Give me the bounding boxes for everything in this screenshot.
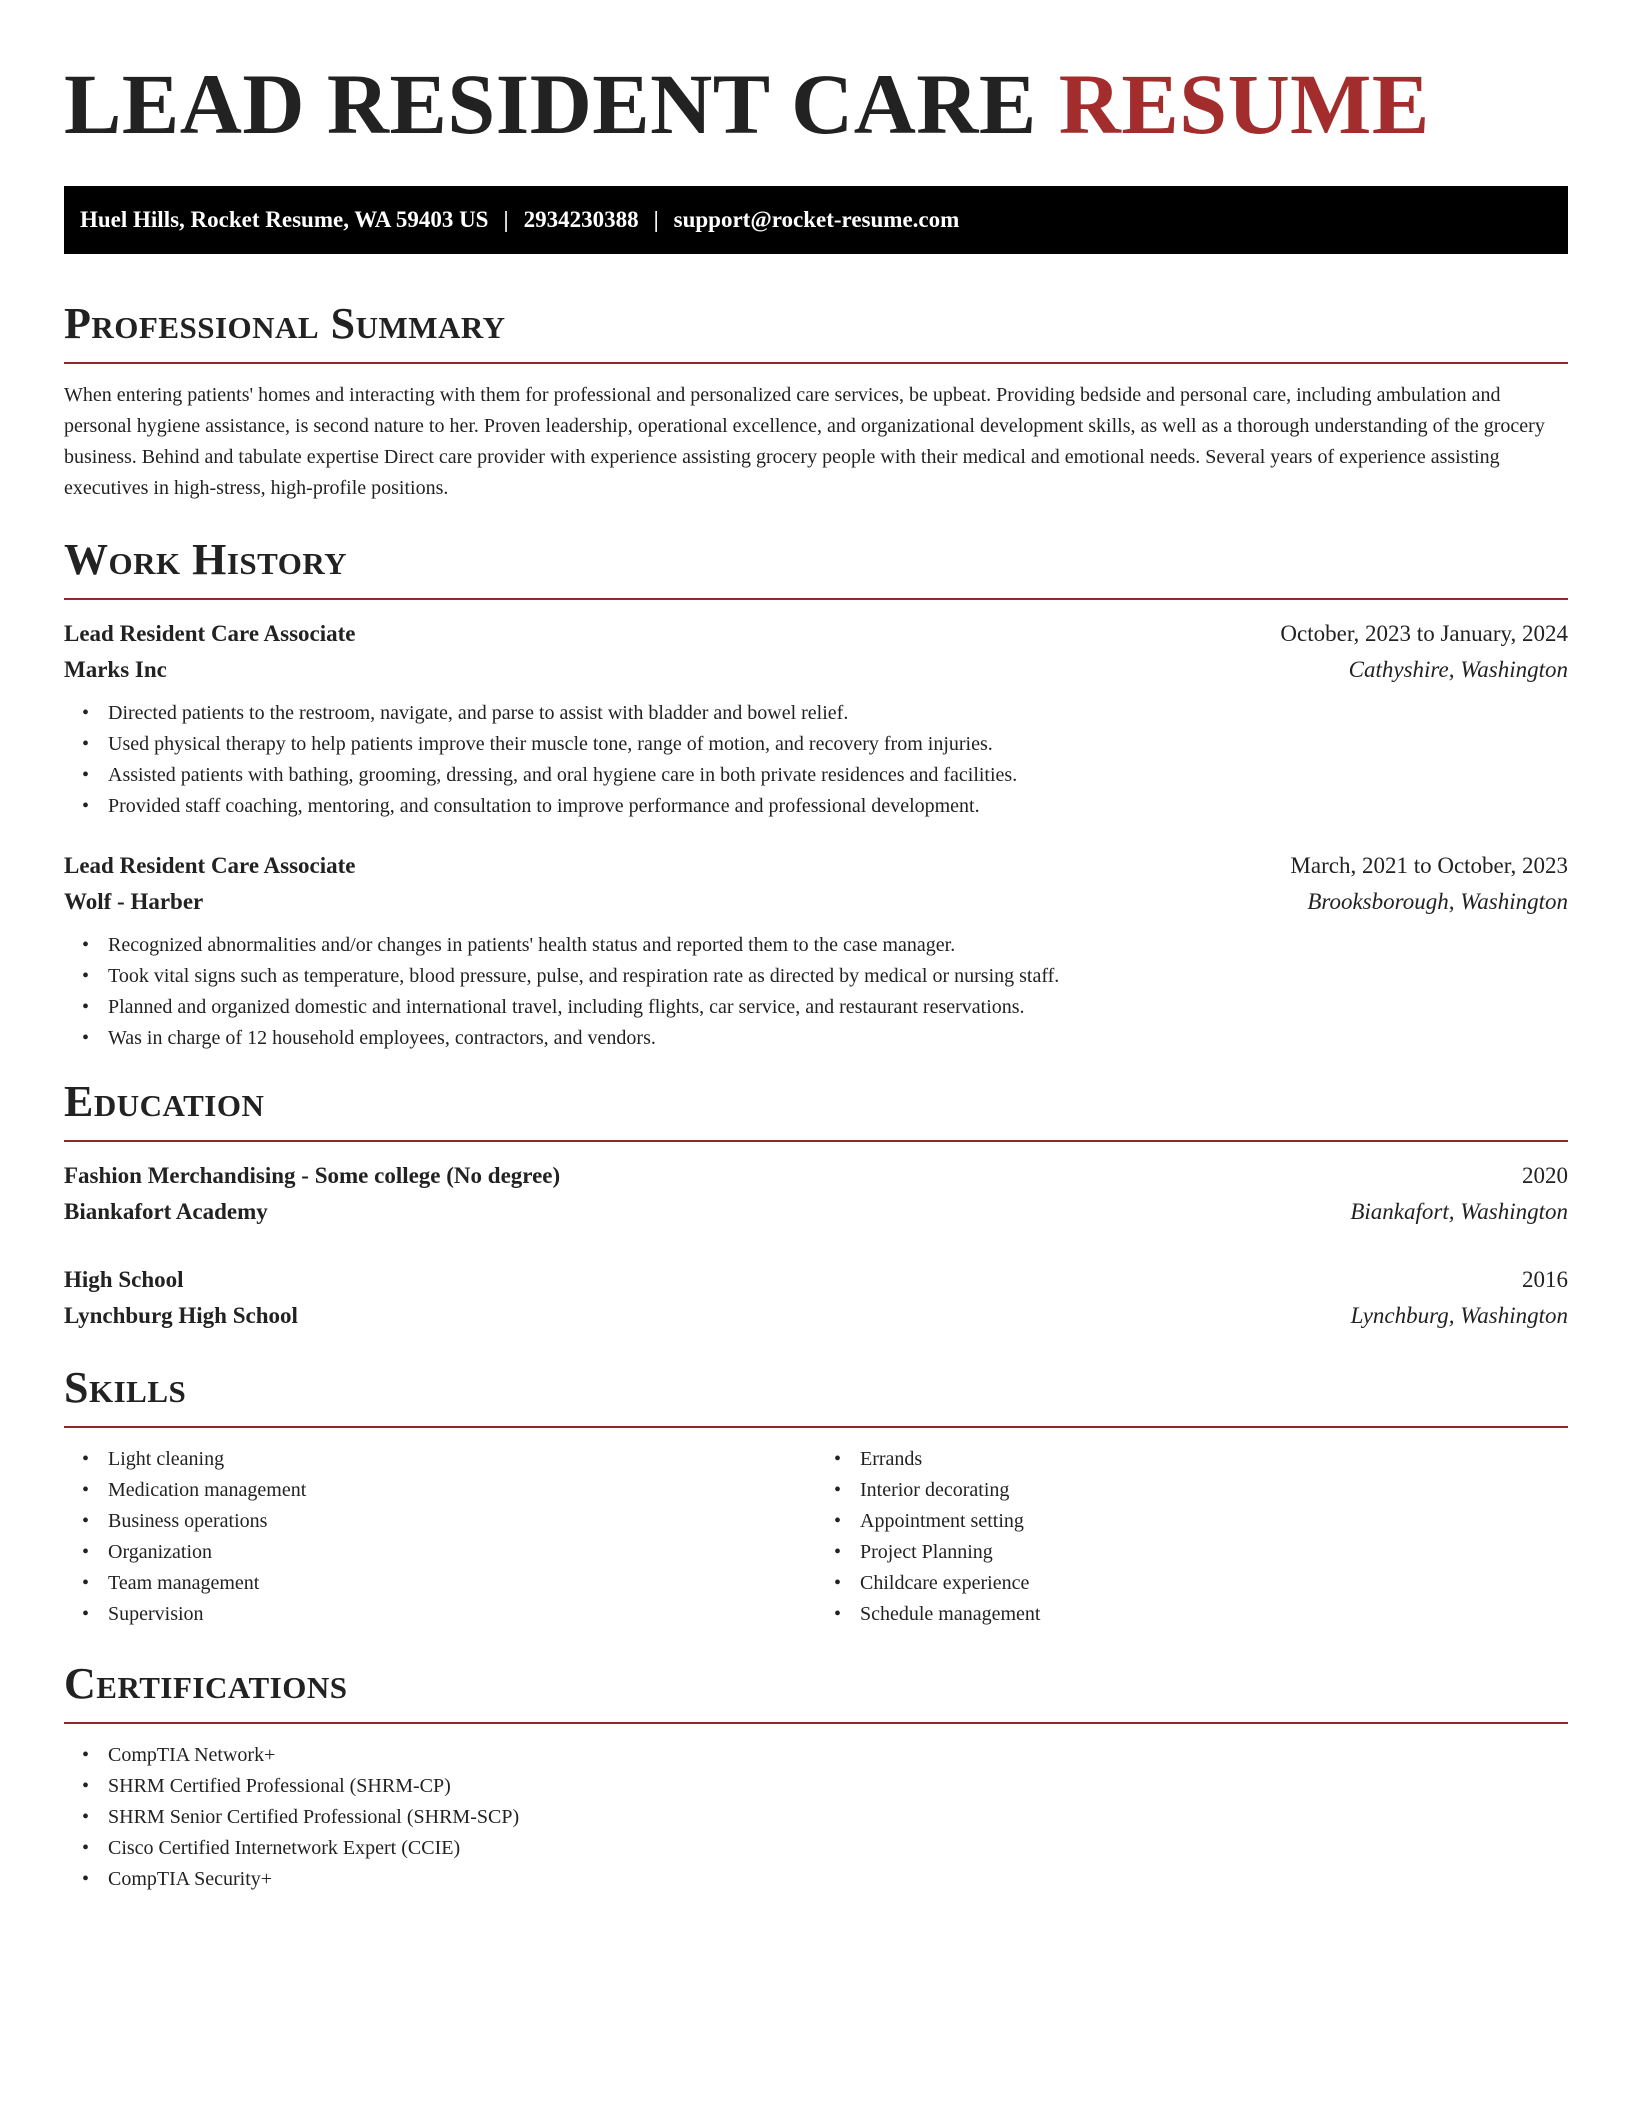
skills-column-right bbox=[816, 1444, 1568, 1630]
contact-address: Huel Hills, Rocket Resume, WA 59403 US bbox=[80, 207, 489, 232]
education-location: Biankafort, Washington bbox=[1350, 1199, 1568, 1224]
education-location: Lynchburg, Washington bbox=[1350, 1303, 1568, 1328]
job-duties-list bbox=[64, 698, 1568, 822]
education-degree: High School bbox=[64, 1267, 184, 1292]
job-entry bbox=[64, 848, 1568, 1054]
skills-list bbox=[816, 1444, 1568, 1630]
skill-item: • Interior decorating bbox=[860, 1475, 1568, 1506]
section-heading: Certifications bbox=[64, 1659, 348, 1708]
summary-text: When entering patients' homes and interacting with them for professional and personalized care services, be upbeat. Providing bedside and personal care, including ambulation and personal hygiene assistance, is second nature to her. Proven leadership, operational excellence, and organizational development skills, as well as a thorough understanding of the grocery business. Behind and tabulate expertise Direct care provider with experience assisting grocery people with their medical and emotional needs. Several years of experience assisting executives in high-stress, high-profile positions. bbox=[64, 384, 1545, 499]
section-divider bbox=[64, 1140, 1568, 1142]
job-header-row bbox=[64, 848, 1568, 884]
skill-item: • Childcare experience bbox=[860, 1568, 1568, 1599]
list-item: • Used physical therapy to help patients improve their muscle tone, range of motion, and recovery from injuries. bbox=[108, 729, 1568, 760]
skill-item: • Business operations bbox=[108, 1506, 816, 1537]
list-item: • Provided staff coaching, mentoring, and consultation to improve performance and professional development. bbox=[108, 791, 1568, 822]
education-school-row bbox=[64, 1194, 1568, 1230]
skill-item: • Team management bbox=[108, 1568, 816, 1599]
resume-title bbox=[64, 56, 1568, 152]
education-entry bbox=[64, 1262, 1568, 1334]
title-accent: RESUME bbox=[1058, 56, 1430, 152]
skill-item: • Project Planning bbox=[860, 1537, 1568, 1568]
certification-item: • SHRM Senior Certified Professional (SHRM-SCP) bbox=[108, 1802, 1568, 1833]
job-company: Wolf - Harber bbox=[64, 889, 204, 914]
skills-section bbox=[64, 1362, 1568, 1630]
title-main: LEAD RESIDENT CARE bbox=[64, 56, 1037, 152]
contact-phone: 2934230388 bbox=[523, 207, 639, 232]
job-duties-list bbox=[64, 930, 1568, 1054]
education-school-row bbox=[64, 1298, 1568, 1334]
section-heading: Skills bbox=[64, 1363, 187, 1412]
job-entry bbox=[64, 616, 1568, 822]
certifications-list bbox=[64, 1740, 1568, 1895]
contact-separator: | bbox=[503, 207, 509, 232]
section-heading: Professional Summary bbox=[64, 299, 506, 348]
job-header-row bbox=[64, 616, 1568, 652]
summary-section bbox=[64, 298, 1568, 504]
education-school: Lynchburg High School bbox=[64, 1303, 298, 1328]
job-dates: October, 2023 to January, 2024 bbox=[1280, 621, 1568, 646]
section-divider bbox=[64, 598, 1568, 600]
skill-item: • Supervision bbox=[108, 1599, 816, 1630]
list-item: • Directed patients to the restroom, navigate, and parse to assist with bladder and bowel relief. bbox=[108, 698, 1568, 729]
certification-item: • SHRM Certified Professional (SHRM-CP) bbox=[108, 1771, 1568, 1802]
section-heading: Education bbox=[64, 1077, 265, 1126]
certification-item: • Cisco Certified Internetwork Expert (CCIE) bbox=[108, 1833, 1568, 1864]
job-company-row bbox=[64, 652, 1568, 688]
job-location: Cathyshire, Washington bbox=[1348, 657, 1568, 682]
list-item: • Was in charge of 12 household employees, contractors, and vendors. bbox=[108, 1023, 1568, 1054]
work-history-section bbox=[64, 534, 1568, 1054]
job-title: Lead Resident Care Associate bbox=[64, 621, 356, 646]
section-divider bbox=[64, 1426, 1568, 1428]
skill-item: • Errands bbox=[860, 1444, 1568, 1475]
list-item: • Planned and organized domestic and international travel, including flights, car service, and restaurant reservations. bbox=[108, 992, 1568, 1023]
education-year: 2020 bbox=[1522, 1163, 1568, 1188]
education-degree-row bbox=[64, 1158, 1568, 1194]
certifications-section bbox=[64, 1658, 1568, 1895]
skills-column-left bbox=[64, 1444, 816, 1630]
skill-item: • Appointment setting bbox=[860, 1506, 1568, 1537]
skills-grid bbox=[64, 1444, 1568, 1630]
job-title: Lead Resident Care Associate bbox=[64, 853, 356, 878]
job-company-row bbox=[64, 884, 1568, 920]
job-company: Marks Inc bbox=[64, 657, 167, 682]
list-item: • Recognized abnormalities and/or changes in patients' health status and reported them to the case manager. bbox=[108, 930, 1568, 961]
section-divider bbox=[64, 362, 1568, 364]
skill-item: • Organization bbox=[108, 1537, 816, 1568]
job-dates: March, 2021 to October, 2023 bbox=[1290, 853, 1568, 878]
skill-item: • Light cleaning bbox=[108, 1444, 816, 1475]
job-location: Brooksborough, Washington bbox=[1307, 889, 1568, 914]
contact-email[interactable]: support@rocket-resume.com bbox=[673, 207, 960, 232]
education-degree: Fashion Merchandising - Some college (No degree) bbox=[64, 1163, 561, 1188]
education-entry bbox=[64, 1158, 1568, 1230]
education-year: 2016 bbox=[1522, 1267, 1568, 1292]
education-section bbox=[64, 1076, 1568, 1334]
list-item: • Took vital signs such as temperature, blood pressure, pulse, and respiration rate as directed by medical or nursing staff. bbox=[108, 961, 1568, 992]
list-item: • Assisted patients with bathing, grooming, dressing, and oral hygiene care in both private residences and facilities. bbox=[108, 760, 1568, 791]
contact-separator: | bbox=[653, 207, 659, 232]
skills-list bbox=[64, 1444, 816, 1630]
skill-item: • Medication management bbox=[108, 1475, 816, 1506]
certification-item: • CompTIA Security+ bbox=[108, 1864, 1568, 1895]
education-degree-row bbox=[64, 1262, 1568, 1298]
certification-item: • CompTIA Network+ bbox=[108, 1740, 1568, 1771]
section-heading: Work History bbox=[64, 535, 348, 584]
section-divider bbox=[64, 1722, 1568, 1724]
skill-item: • Schedule management bbox=[860, 1599, 1568, 1630]
education-school: Biankafort Academy bbox=[64, 1199, 268, 1224]
contact-bar bbox=[64, 186, 1568, 254]
